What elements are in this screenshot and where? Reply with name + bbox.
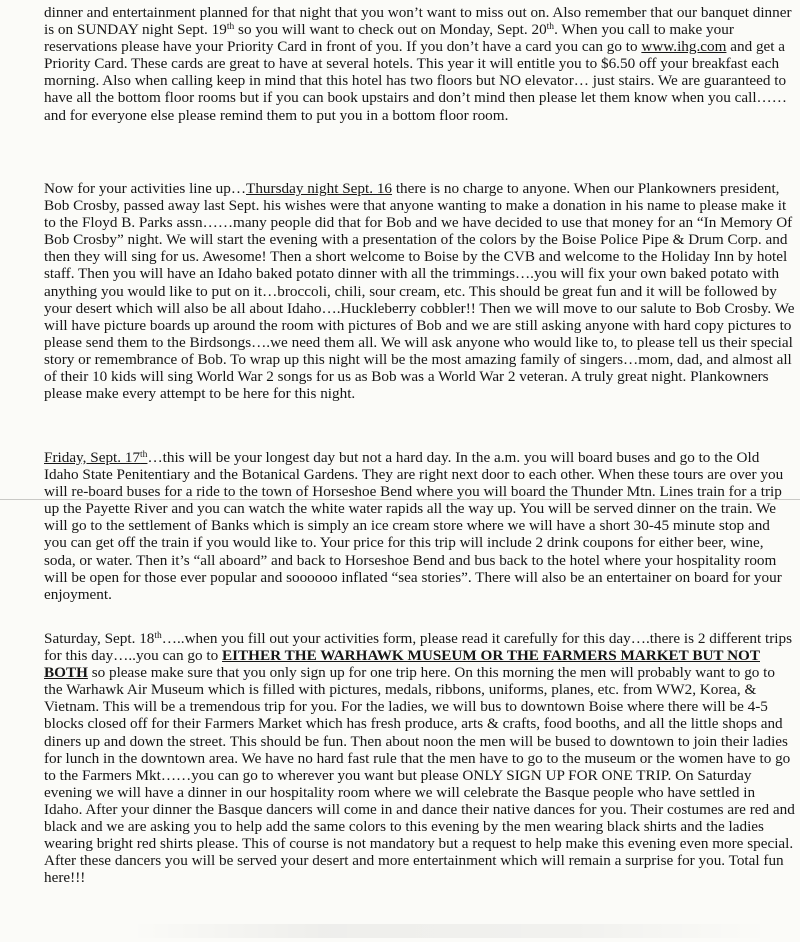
p2-text-a: Now for your activities line up… xyxy=(44,180,247,197)
p1-text-c: . When you call to make your reservations please have your Priority Card in front of you. If you don’t have a card you can go to xyxy=(44,21,734,56)
p3-text: …this will be your longest day but not a hard day. In the a.m. you will board buses and go to the Old Idaho State Penitentiary and the Botanical Gardens. They are right next door to each other. When these tours are over you will re-board buses for a ride to the town of Horseshoe Bend where you will board the Thunder Mtn. Lines train for a trip up the Payette River and you can watch the white water rapids all the way up. You will be served dinner on the train. We will go to the settlement of Banks which is simply an ice cream store where we will have a short 30-45 minute stop and you can get off the train if you would like to. Your price for this trip will include 2 drink coupons for either beer, wine, soda, or water. Then it’s “all aboard” and back to Horseshoe Bend and bus back to the hotel where your hospitality room will be open for those ever popular and soooooo inflated “sea stories”. There will also be an entertainer on board for your enjoyment. xyxy=(44,449,784,603)
p1-text-b: so you will want to check out on Monday, Sept. 20 xyxy=(234,21,547,39)
show-through-text xyxy=(130,924,770,938)
friday-heading xyxy=(44,449,147,466)
p1-sup-b: th xyxy=(546,22,555,33)
p1-sup-a: th xyxy=(226,22,235,33)
thursday-heading: Thursday night Sept. 16 xyxy=(246,180,393,197)
paragraph-saturday xyxy=(44,630,796,886)
p2-text-b: there is no charge to anyone. When our Plankowners president, Bob Crosby, passed away last Sept. his wishes were that anyone wanting to make a donation in his name to please make it to the Floyd B. Parks assn……many people did that for Bob and we have decided to use that money for an “In Memory Of Bob Crosby” night. We will start the evening with a presentation of the colors by the Boise Police Pipe & Drum Corp. and then they will sing for us. Awesome! Then a short welcome to Boise by the CVB and welcome to the Holiday Inn by hotel staff. Then you will have an Idaho baked potato dinner with all the trimmings….you will fix your own baked potato with anything you would like to put on it…broccoli, chili, sour cream, etc. This should be great fun and it will be followed by your desert which will also be all about Idaho….Huckleberry cobbler!! Then we will move to our salute to Bob Crosby. We will have picture boards up around the room with pictures of Bob and we are still asking anyone with hard copy pictures to please send them to the Birdsongs….we need them all. We will ask anyone who would like to, to please tell us their special story or remembrance of Bob. To wrap up this night will be the most amazing family of singers…mom, dad, and almost all of their 10 kids will sing World War 2 songs for us as Bob was a World War 2 veteran. A truly great night. Plankowners please make every attempt to be here for this night. xyxy=(44,180,795,403)
paragraph-friday xyxy=(44,449,796,603)
either-or-emphasis: EITHER THE WARHAWK MUSEUM OR THE FARMERS MARKET BUT NOT BOTH xyxy=(44,647,760,682)
p1-text-d: and get a Priority Card. These cards are great to have at several hotels. This year it will entitle you to $6.50 off your breakfast each morning. Also when calling keep in mind that this hotel has two floors but NO elevator… just stairs. We are guaranteed to have all the bottom floor rooms but if you can book upstairs and don’t mind then please let them know when you call……and for everyone else please remind them to put you in a bottom floor room. xyxy=(44,38,787,124)
ihg-link[interactable]: www.ihg.com xyxy=(641,38,727,56)
friday-heading-text: Friday, Sept. 17 xyxy=(44,449,141,466)
p4-text-c: so please make sure that you only sign up for one trip here. On this morning the men will probably want to go to the Warhawk Air Museum which is filled with pictures, medals, ribbons, uniforms, planes, etc. from WW2, Korea, & Vietnam. This will be a tremendous trip for you. For the ladies, we will bus to downtown Boise where there will be 4-5 blocks closed off for their Farmers Market which has fresh produce, arts & crafts, food booths, and all the little shops and diners up and down the street. This should be fun. Then about noon the men will be bused to downtown to join their ladies for lunch in the downtown area. We have no hard fast rule that the men have to go to the museum or the women have to go to the Farmers Mkt……you can go to wherever you want but please ONLY SIGN UP FOR ONE TRIP. On Saturday evening we will have a dinner in our hospitality room where we will celebrate the Basque people who have settled in Idaho. After your dinner the Basque dancers will come in and dance their native dances for you. Their costumes are red and black and we are asking you to help add the same colors to this evening by the men wearing black shirts and the ladies wearing bright red shirts please. This of course is not mandatory but a request to help make this evening even more special. After these dancers you will be served your desert and more entertainment which will remain a surprise for you. Total fun here!!! xyxy=(44,664,795,887)
p1-text-a: dinner and entertainment planned for that night that you won’t want to miss out on. Also remember that our banquet dinner is on SUNDAY night Sept. 19 xyxy=(44,4,792,39)
p3-sup: th xyxy=(140,450,148,460)
paragraph-hotel-info xyxy=(44,4,796,124)
saturday-heading: Saturday, Sept. 18 xyxy=(44,630,155,647)
paragraph-thursday xyxy=(44,180,796,402)
p4-text-b: …..when you fill out your activities form, please read it carefully for this day….there is 2 different trips for this day…..you can go to xyxy=(44,630,793,665)
p4-sup: th xyxy=(154,631,162,641)
